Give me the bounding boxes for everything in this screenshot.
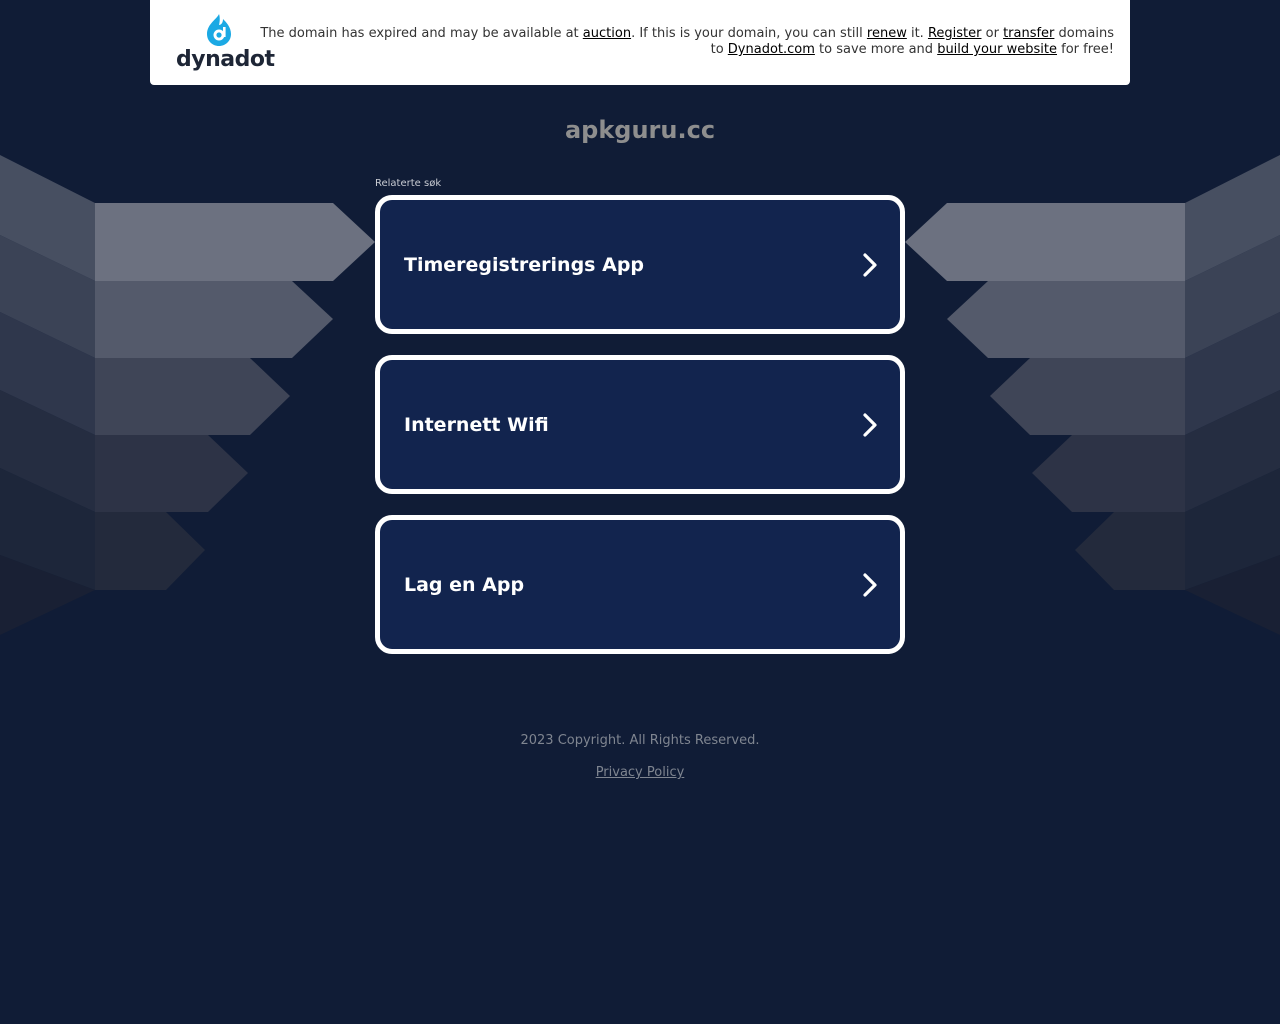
- banner-text-segment: to save more and: [814, 42, 938, 57]
- related-searches-label: Relaterte søk: [375, 178, 442, 189]
- chevron-right-icon: [860, 252, 880, 278]
- dynadot-link[interactable]: Dynadot.com: [727, 42, 815, 57]
- banner-text-segment: or: [981, 26, 1004, 41]
- privacy-policy-container: [0, 765, 1280, 780]
- related-search-lag-en-app[interactable]: [375, 515, 905, 654]
- privacy-policy-link[interactable]: Privacy Policy: [595, 765, 685, 780]
- expired-domain-banner: [150, 0, 1130, 85]
- banner-text-segment: . If this is your domain, you can still: [631, 26, 867, 41]
- renew-link[interactable]: renew: [866, 26, 907, 41]
- banner-message: [254, 26, 1114, 58]
- build-website-link[interactable]: build your website: [937, 42, 1058, 57]
- dynadot-flame-icon: [176, 13, 262, 49]
- related-search-label: Lag en App: [404, 573, 525, 596]
- chevron-right-icon: [860, 572, 880, 598]
- transfer-link[interactable]: transfer: [1003, 26, 1055, 41]
- register-link[interactable]: Register: [927, 26, 982, 41]
- dynadot-logo[interactable]: [176, 13, 275, 75]
- related-search-label: Timeregistrerings App: [404, 253, 645, 276]
- related-search-timeregistrerings-app[interactable]: [375, 195, 905, 334]
- dynadot-wordmark: dynadot: [176, 47, 275, 72]
- banner-text-segment: The domain has expired and may be available at: [260, 26, 583, 41]
- banner-text-segment: for free!: [1057, 42, 1114, 57]
- banner-text-segment: it.: [906, 26, 928, 41]
- auction-link[interactable]: auction: [582, 26, 632, 41]
- chevron-right-icon: [860, 412, 880, 438]
- copyright-text: 2023 Copyright. All Rights Reserved.: [520, 733, 760, 748]
- domain-name-title: apkguru.cc: [564, 116, 716, 144]
- related-search-label: Internett Wifi: [404, 413, 549, 436]
- related-search-internett-wifi[interactable]: [375, 355, 905, 494]
- banner-text-segment: domains to: [710, 26, 1114, 57]
